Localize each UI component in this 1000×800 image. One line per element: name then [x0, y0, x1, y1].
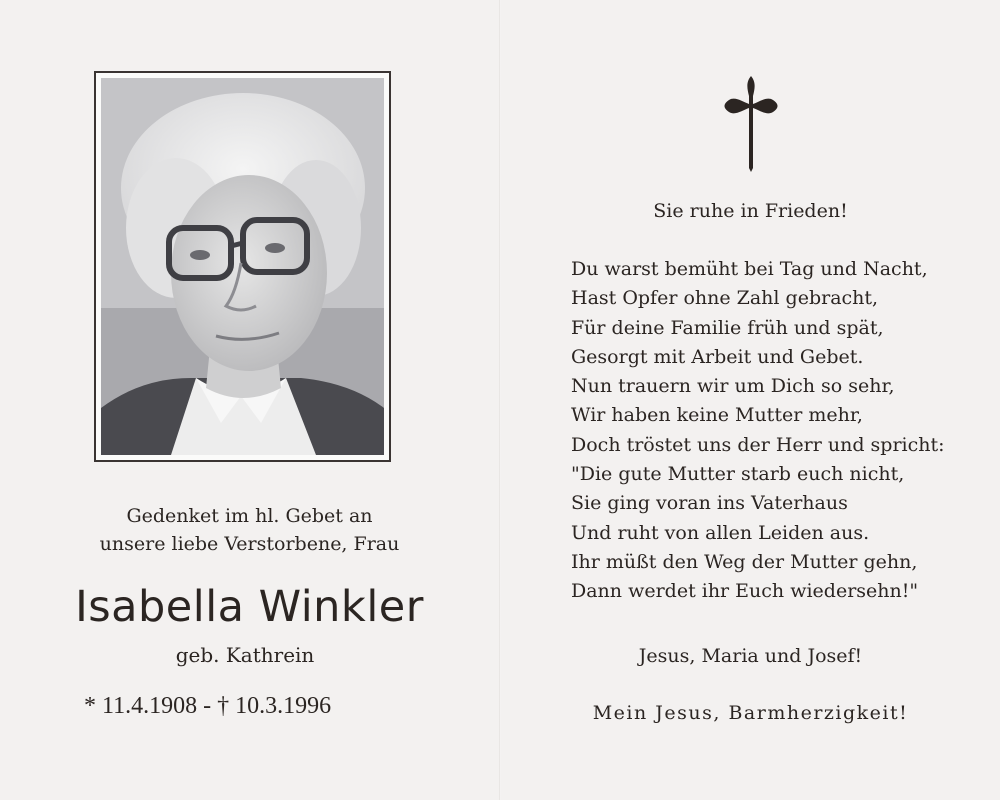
poem-line: Ihr müßt den Weg der Mutter gehn, [571, 550, 918, 573]
left-panel [0, 0, 499, 800]
intro-line-2: unsere liebe Verstorbene, Frau [99, 533, 400, 555]
memorial-poem [571, 255, 945, 607]
poem-line: Doch tröstet uns der Herr und spricht: [571, 433, 945, 456]
closing-prayer: Mein Jesus, Barmherzigkeit! [592, 702, 909, 724]
poem-line: Nun trauern wir um Dich so sehr, [571, 375, 895, 398]
poem-line: Gesorgt mit Arbeit und Gebet. [571, 345, 864, 368]
poem-line: Du warst bemüht bei Tag und Nacht, [571, 258, 928, 280]
poem-line: Dann werdet ihr Euch wiedersehn!" [571, 580, 919, 603]
poem-line: Wir haben keine Mutter mehr, [571, 404, 863, 427]
maiden-name: geb. Kathrein [175, 643, 315, 667]
poem-line: Sie ging voran ins Vaterhaus [571, 492, 848, 515]
life-dates: * 11.4.1908 - † 10.3.1996 [84, 693, 332, 719]
poem-line: Und ruht von allen Leiden aus. [571, 521, 870, 544]
portrait-illustration [101, 78, 384, 455]
poem-line: "Die gute Mutter starb euch nicht, [571, 463, 905, 486]
portrait-photo [101, 78, 384, 455]
cross-icon [723, 74, 779, 172]
rest-in-peace-heading: Sie ruhe in Frieden! [653, 200, 848, 222]
right-panel [501, 0, 1000, 800]
intro-line-1: Gedenket im hl. Gebet an [126, 505, 373, 527]
portrait-frame [94, 71, 391, 462]
poem-line: Für deine Familie früh und spät, [571, 316, 884, 339]
poem-line: Hast Opfer ohne Zahl gebracht, [571, 287, 879, 310]
deceased-name: Isabella Winkler [75, 582, 424, 632]
invocation-line: Jesus, Maria und Josef! [638, 645, 863, 667]
remembrance-intro [0, 502, 499, 558]
